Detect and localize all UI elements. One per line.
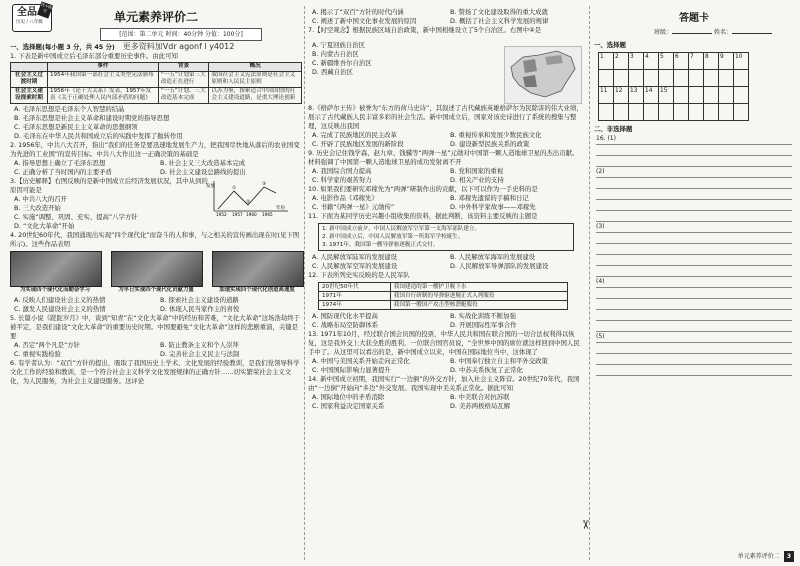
source-box: [318, 223, 574, 251]
table-row: [319, 283, 568, 292]
logo-badge: 优+练习: [37, 1, 53, 18]
grid-label: 3: [629, 53, 644, 70]
section1-title: 一、选择题(每小题 3 分，共 45 分): [10, 43, 115, 51]
question-4-stem: 4. 20世纪60年代，我国涌现出实现“四个现代化”而奋斗的人和事，与之相关的宣传画出现在时(见下图所示)。这些作品表明: [10, 230, 300, 248]
column-divider: [589, 6, 590, 560]
table-header: 背景: [158, 63, 209, 72]
option[interactable]: D. 中外科学家故事——邓稼先: [450, 203, 536, 211]
option[interactable]: B. 重视传承和发展少数民族文化: [450, 131, 542, 139]
option[interactable]: B. 党和国家的重视: [450, 167, 504, 175]
card-title: 答题卡: [679, 13, 709, 24]
option[interactable]: A. 电影作品《邓稼先》: [312, 194, 378, 202]
poster-gallery: [10, 251, 302, 294]
option[interactable]: C. 战略布局空防御体系: [312, 321, 379, 329]
poster-caption: 为早日实现四个现代化贡献力量: [118, 286, 194, 293]
table-cell: 我国自行研制的导弹驱逐舰正式入列服役: [390, 292, 567, 301]
grid-label: 7: [689, 53, 704, 70]
mark-label: ①: [232, 185, 237, 191]
table-cell: 1971年: [319, 292, 391, 301]
trend-line: [218, 187, 276, 209]
option[interactable]: D. 社会主义建设总路线的提出: [160, 167, 246, 176]
scissors-icon: ✂: [578, 519, 593, 530]
question-3-stem: 3.【历史解释】右图反映的是新中国成立后经济发展状况，其中从到的原因可能是: [10, 176, 208, 194]
option[interactable]: D. 开展国际性军事合作: [450, 321, 517, 329]
option[interactable]: C. 国家利益决定国家关系: [312, 402, 385, 410]
table-row: [319, 292, 568, 301]
mark-label: ②: [246, 199, 251, 205]
section-heading: [10, 42, 302, 52]
poster-image: [10, 251, 102, 287]
x-label: 年份: [276, 205, 285, 211]
option[interactable]: A. 中国与美国关系开始走向正常化: [312, 357, 410, 365]
question-2-stem: 2. 1956年，中共八大召开，指出“我们的任务是要迅速地发展生产力，把我国尽快地从落后的农业国变为先进的工业国”的宣传目标。中共八大作出这一正确决策的基础是: [10, 140, 300, 158]
grid-label: 10: [734, 53, 749, 70]
class-label: 班级：: [654, 29, 673, 36]
answer-label: (3): [596, 222, 792, 233]
poster-image: [212, 251, 304, 287]
option[interactable]: C. 重视实践检验: [14, 349, 61, 358]
option[interactable]: C. 开辟了民族地区发展的新阶段: [312, 140, 404, 148]
option[interactable]: A. 人民解放军陆军的发展建设: [312, 253, 398, 261]
page-footer: [690, 551, 794, 562]
table-cell: “一五”计划第三大改造正在进行: [158, 71, 209, 87]
option[interactable]: C. 书籍“《两弹一星》元勋传”: [312, 203, 395, 211]
option[interactable]: A. 宁夏回族自治区: [312, 41, 366, 49]
grid-empty: [734, 104, 749, 121]
option[interactable]: D. “文化大革命”开始: [14, 221, 75, 230]
option[interactable]: A. 毛泽东思想是毛泽东个人智慧的结晶: [14, 104, 125, 113]
grid-label: 8: [704, 53, 719, 70]
option[interactable]: B. 中美联合对抗苏联: [450, 393, 510, 401]
table-header: [11, 63, 48, 72]
tick-label: 1957: [232, 211, 243, 217]
mark-label: ③: [262, 181, 267, 187]
answer-line[interactable]: [596, 299, 792, 310]
grid-label: 11: [599, 87, 614, 104]
source-line: 1. 新中国成立前夕，中国人民解放军空军第一支海军部队建立。: [322, 226, 481, 232]
table-cell: 我国社会主义宪法原则是社会主义原则和人民民主原则: [209, 71, 302, 87]
option[interactable]: A. 中共八大的召开: [14, 194, 68, 203]
answer-line[interactable]: [596, 156, 792, 167]
question-9-stem: 9. 历史会记住钱学森、赵九章、钱骥等“两弹一星”元勋对中国第一颗人造地球卫星的杰出贡献。材料强调了中国第一颗人造地球卫星的成功发射离不开: [308, 149, 579, 166]
y-label: 发展: [206, 183, 215, 189]
poster-caption: 为实现四个现代化而勤奋学习: [19, 286, 91, 293]
option[interactable]: C. 激发人民建设社会主义的热情: [14, 304, 106, 313]
grid-label-row: [599, 87, 749, 104]
grid-answer-row: [599, 104, 749, 121]
grid-label: 12: [614, 87, 629, 104]
grid-label: 5: [659, 53, 674, 70]
grid-label: 15: [659, 87, 674, 104]
option[interactable]: C. 毛泽东思想是新民主主义革命的思想纲领: [14, 122, 138, 131]
table-row: [11, 71, 302, 87]
grid-empty: [674, 87, 689, 104]
answer-line[interactable]: [596, 321, 792, 332]
option[interactable]: A. 揭示了“双百”方针的时代内涵: [312, 8, 404, 16]
option[interactable]: D. 建设新型民族关系的政策: [450, 140, 530, 148]
option[interactable]: D. 西藏自治区: [312, 68, 353, 76]
option[interactable]: C. 新疆维吾尔自治区: [312, 59, 372, 67]
option[interactable]: C. 科学家的艰苦努力: [312, 176, 372, 184]
student-info: [654, 28, 794, 37]
answer-line[interactable]: [596, 200, 792, 211]
answer-cell[interactable]: [644, 104, 659, 121]
tick-label: 1960: [246, 211, 257, 217]
table-header: 事件: [48, 63, 159, 72]
table-cell: 20世纪50年代: [319, 283, 391, 292]
tick-label: 1965: [262, 211, 273, 217]
answer-cell[interactable]: [614, 104, 629, 121]
question-12-table: [318, 282, 568, 310]
question-10-stem: 10. 如果我们要研究邓稼先为“两弹”研制作出的贡献，以下可以作为一手史料的是: [308, 185, 538, 193]
answer-card: [578, 0, 794, 566]
answer-cell[interactable]: [734, 70, 749, 87]
footer-title: 单元素养评价二: [737, 553, 780, 560]
table-row: [11, 87, 302, 103]
option[interactable]: B. 邓稼先遗留的手稿和日记: [450, 194, 529, 202]
answer-cell[interactable]: [629, 70, 644, 87]
question-1-stem: 1. 下表是新中国成立后毛泽东部分重要历史事件。由此可知: [10, 52, 178, 60]
grid-empty: [704, 104, 719, 121]
option[interactable]: D. 毛泽东在中华人民共和国成立后的实践中发挥了抛转作用: [14, 131, 183, 140]
grid-empty: [689, 87, 704, 104]
table-row: [319, 301, 568, 310]
option[interactable]: D. 概括了社会主义科学发展的规律: [450, 17, 549, 25]
option[interactable]: C. 实施“调整、巩固、充实、提高”八字方针: [14, 212, 138, 221]
option[interactable]: D. 美苏两极格局瓦解: [450, 402, 511, 410]
question-14-stem: 14. 新中国成立初期，我国实行“一边倒”的外交方针，加入社会主义阵营。20世纪70年代，我国由“一边倒”开始向“多边”外交发展。我国实现中美关系正常化。据此可知: [308, 375, 580, 392]
column-left: [10, 0, 302, 566]
option[interactable]: C. 中国国际影响力显著提升: [312, 366, 391, 374]
answer-cell[interactable]: [704, 70, 719, 87]
grid-answer-row: [599, 70, 749, 87]
answer-line[interactable]: [596, 145, 792, 156]
logo-text: 全品: [17, 7, 37, 18]
grid-label-row: [599, 53, 749, 70]
source-line: 3. 1971年，我国第一艘导弹驱逐舰正式交付。: [322, 242, 439, 248]
table-cell: 1956年《论十大关系》发表，1957年发表《关于正确处理人民内部矛盾的问题》: [48, 87, 159, 103]
grid-empty: [704, 87, 719, 104]
poster-caption: 加速实现四个现代化创造高速度: [219, 286, 295, 293]
table-cell: 我国建造的第一艘护卫舰下水: [390, 283, 567, 292]
table-cell: “一五”计划、三大改造基本完成: [158, 87, 209, 103]
option[interactable]: C. 阐述了新中国文化事业发展的原因: [312, 17, 417, 25]
question-6-stem: 6. 有学者认为：“双百”方针的提出，吸取了我国历史上学术、文化发展的经验教训，是我们党领导科学文化工作的经验和教训，是一个符合社会主义科学文化发展规律的正确方针……切实繁荣社会主义文化，为人民服务，为社会主义建设服务。这评论: [10, 358, 300, 385]
exam-meta: [范围：第二单元 时间：40分钟 分值：100分]: [100, 28, 262, 41]
grid-label: 13: [629, 87, 644, 104]
poster-image: [111, 251, 203, 287]
question-1-table: [10, 62, 302, 104]
option[interactable]: B. 防止教条主义和个人崇拜: [160, 340, 239, 349]
option[interactable]: D. 相关产业的支持: [450, 176, 504, 184]
answer-label: (5): [596, 332, 792, 343]
answer-cell[interactable]: [599, 70, 614, 87]
name-field[interactable]: [732, 33, 772, 34]
answer-cell[interactable]: [599, 104, 614, 121]
answer-line[interactable]: [596, 354, 792, 365]
grid-empty: [674, 104, 689, 121]
answer-line[interactable]: [596, 255, 792, 266]
option[interactable]: A. 反映人们建设社会主义的热情: [14, 295, 106, 304]
option[interactable]: A. 否定“两个凡是”方针: [14, 340, 81, 349]
table-cell: 1954年我国第一部社会主义类型宪法颁布: [48, 71, 159, 87]
answer-label: (2): [596, 167, 792, 178]
option[interactable]: D. 完善社会主义民主与法制: [160, 349, 240, 358]
answer-label: (4): [596, 277, 792, 288]
answer-cell[interactable]: [689, 70, 704, 87]
option[interactable]: B. 实战化训练不断加强: [450, 312, 516, 320]
option[interactable]: A. 国际地位中的矛盾消除: [312, 393, 385, 401]
answer-cell[interactable]: [629, 104, 644, 121]
option[interactable]: B. 毛泽东思想是社会主义革命和建设时期党的指导思想: [14, 113, 170, 122]
grid-empty: [734, 87, 749, 104]
option[interactable]: B. 社会主义三大改造基本完成: [160, 158, 246, 167]
table-cell: 以苏为鉴，探索适合中国国情的社会主义建设道路，是重大理论创新: [209, 87, 302, 103]
question-13-stem: 13. 1971年10月，经过联合国会员国的投票，中华人民共和国在联合国的一切合法权利得以恢复，这是我外交上大获全胜的胜利，一位联合国官员说，“全世界中国的席位就这样回到中国人民手中了。从这里可以看出的是，新中国成立以来，中国在国际地位当中，这体现了: [308, 330, 580, 356]
map-region: [523, 59, 537, 73]
column-middle: [308, 0, 584, 566]
table-cell: 我国第一艘国产攻击型核潜艇服役: [390, 301, 567, 310]
option[interactable]: B. 内蒙古自治区: [312, 50, 359, 58]
question-11-stem: 11. 下面为某同学历史兴趣小组收集的资料，据此判断，该资料主要反映的主题是: [308, 212, 538, 220]
grid-empty: [689, 104, 704, 121]
grid-label: 4: [644, 53, 659, 70]
question-12-stem: 12. 下表所列史实反映的是人民军队: [308, 271, 410, 279]
question-5-stem: 5. 长篇小说《蹉跎岁月》中，谈到“知青”在“文化大革命”中的经历和苦难，“文化大革命”这场浩劫终于被平定，是我们建设“文化大革命”的重要历史时期。中国要避免“文化大革命”这样的悲剧重演，关键是要: [10, 313, 301, 340]
answer-grid: [598, 52, 749, 121]
option[interactable]: C. 正确分析了当时国内的主要矛盾: [14, 167, 112, 176]
answer-line[interactable]: [596, 288, 792, 299]
answer-line[interactable]: [596, 365, 792, 376]
map-outline: [511, 51, 575, 97]
watermark-text: 更多资料加Vdr agonf l y4012: [122, 42, 235, 51]
question-8-stem: 8.《格萨尔王传》被誉为“东方的荷马史诗”，其叙述了古代藏族英雄格萨尔为民除害的伟大业绩，展示了古代藏族人民丰富多彩的社会生活。新中国成立后，国家对该史诗进行了系统的搜集与整理，这反映出我国: [308, 104, 583, 130]
answer-cell[interactable]: [644, 70, 659, 87]
option[interactable]: B. 中国奉行独立自主和平外交政策: [450, 357, 548, 365]
china-map: [504, 46, 582, 104]
logo-subtitle: 历史 / 八年级: [16, 20, 43, 25]
economy-chart: [206, 179, 290, 217]
table-cell: 社会主义过渡时期: [11, 71, 48, 87]
grid-empty: [719, 87, 734, 104]
option[interactable]: D. 人民解放军导弹部队的发展建设: [450, 262, 549, 270]
grid-label: 9: [719, 53, 734, 70]
option[interactable]: D. 体现人民当家作主的喜悦: [160, 304, 240, 313]
grid-label: 14: [644, 87, 659, 104]
answer-line[interactable]: [596, 343, 792, 354]
tick-label: 1952: [216, 211, 227, 217]
option[interactable]: A. 国防现代化水平提高: [312, 312, 378, 320]
answer-line[interactable]: [596, 178, 792, 189]
option[interactable]: A. 指导思想上确立了毛泽东思想: [14, 158, 106, 167]
option[interactable]: A. 完成了民族地区的民主改革: [312, 131, 398, 139]
answer-line[interactable]: [596, 310, 792, 321]
answer-line[interactable]: [596, 211, 792, 222]
card-section1: 一、选择题: [594, 41, 626, 49]
source-line: 2. 新中国成立后，中国人民解放军第一所海军学校诞生。: [322, 234, 464, 240]
option[interactable]: A. 我国综合国力提高: [312, 167, 372, 175]
option[interactable]: C. 人民解放军空军的发展建设: [312, 262, 398, 270]
card-section2: 二、非选择题: [594, 125, 633, 133]
grid-empty: [719, 104, 734, 121]
grid-label: 2: [614, 53, 629, 70]
grid-label: 6: [674, 53, 689, 70]
grid-label: 1: [599, 53, 614, 70]
option[interactable]: B. 人民解放军海军的发展建设: [450, 253, 536, 261]
answer-cell[interactable]: [659, 104, 674, 121]
answer-cell[interactable]: [719, 70, 734, 87]
page-title: 单元素养评价二: [113, 10, 198, 24]
table-cell: 社会主义建设探索时期: [11, 87, 48, 103]
answer-cell[interactable]: [659, 70, 674, 87]
answer-cell[interactable]: [674, 70, 689, 87]
option[interactable]: B. 赞扬了文化建设取得的重大成就: [450, 8, 548, 16]
map-region: [523, 75, 537, 87]
option[interactable]: D. 中苏关系恢复了正常化: [450, 366, 523, 374]
option[interactable]: B. 探索社会主义建设的道路: [160, 295, 239, 304]
answer-line[interactable]: [596, 189, 792, 200]
answer-cell[interactable]: [614, 70, 629, 87]
question-7-stem: 7.【时空观念】根据民族区域自治政策，新中国相继设立了5个自治区。右图中④是: [308, 26, 542, 34]
table-header: 概况: [209, 63, 302, 72]
name-label: 姓名：: [713, 29, 732, 36]
class-field[interactable]: [672, 33, 712, 34]
table-cell: 1974年: [319, 301, 391, 310]
answer-line[interactable]: [596, 244, 792, 255]
answer-label: 16. (1): [596, 134, 792, 145]
answer-line[interactable]: [596, 266, 792, 277]
option[interactable]: B. 三大改造开始: [14, 203, 61, 212]
column-divider: [304, 6, 305, 560]
answer-line[interactable]: [596, 233, 792, 244]
page-number: 3: [784, 551, 794, 562]
